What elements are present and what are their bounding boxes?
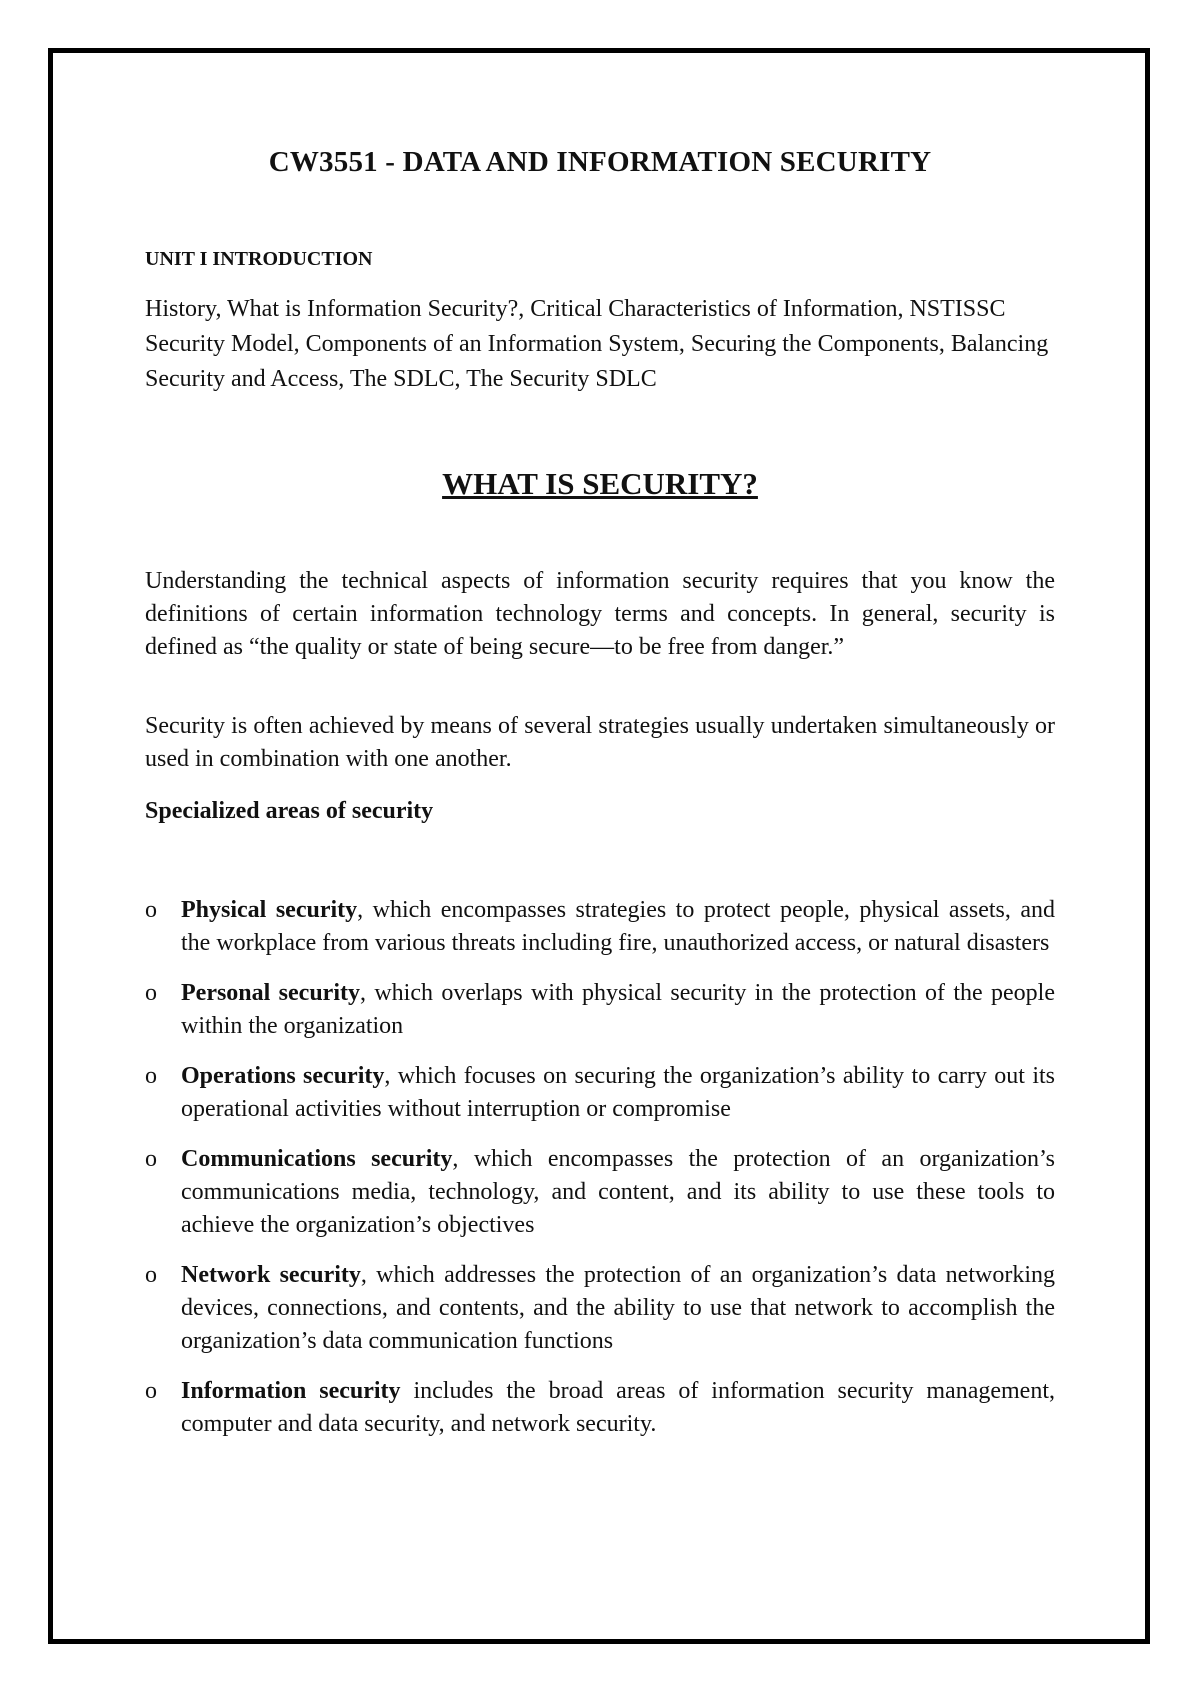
area-description: , which encompasses strategies to protect people, physical assets, and the workplace from various threats including fire, unauthorized access, or natural disasters — [181, 897, 1056, 956]
area-description: , which focuses on securing the organization’s ability to carry out its operational activities without interruption or compromise — [181, 1063, 1055, 1122]
bullet-icon: o — [145, 1063, 157, 1089]
area-name: Information security — [181, 1378, 401, 1404]
definition-paragraph: Understanding the technical aspects of information security requires that you know the definitions of certain information technology terms and concepts. In general, security is defined as “the quality or state of being secure—to be free from danger.” — [145, 568, 1055, 660]
strategies-paragraph: Security is often achieved by means of several strategies usually undertaken simultaneously or used in combination with one another. — [145, 713, 1055, 772]
bullet-icon: o — [145, 1146, 157, 1172]
section-title: WHAT IS SECURITY? — [442, 466, 758, 501]
list-item — [145, 1060, 1055, 1126]
list-item — [145, 1375, 1055, 1441]
area-name: Network security — [181, 1262, 361, 1288]
area-description: , which addresses the protection of an organization’s data networking devices, connections, and contents, and the ability to use that network to accomplish the organization’s data communication functions — [181, 1262, 1055, 1354]
security-areas-list — [145, 894, 1055, 1458]
specialized-areas-heading: Specialized areas of security — [145, 798, 434, 824]
unit-heading: UNIT I INTRODUCTION — [145, 248, 373, 270]
list-item — [145, 894, 1055, 960]
list-item — [145, 1143, 1055, 1242]
area-description: , which overlaps with physical security in the protection of the people within the organization — [181, 980, 1056, 1039]
area-description: , which encompasses the protection of an organization’s communications media, technology, and content, and its ability to use these tools to achieve the organization’s objectives — [181, 1146, 1056, 1238]
area-name: Communications security — [181, 1146, 453, 1172]
list-item — [145, 977, 1055, 1043]
unit-topics: History, What is Information Security?, Critical Characteristics of Information, NSTISSC Security Model, Components of an Information System, Securing the Components, Balancing Security and Access, The SDLC, The Security SDLC — [145, 296, 1049, 392]
area-name: Physical security — [181, 897, 358, 923]
area-name: Personal security — [181, 980, 360, 1006]
bullet-icon: o — [145, 1378, 157, 1404]
area-name: Operations security — [181, 1063, 385, 1089]
bullet-icon: o — [145, 1262, 157, 1288]
bullet-icon: o — [145, 897, 157, 923]
list-item — [145, 1259, 1055, 1358]
area-description: includes the broad areas of information security management, computer and data security, and network security. — [181, 1378, 1056, 1437]
document-title: CW3551 - DATA AND INFORMATION SECURITY — [268, 146, 932, 178]
bullet-icon: o — [145, 980, 157, 1006]
